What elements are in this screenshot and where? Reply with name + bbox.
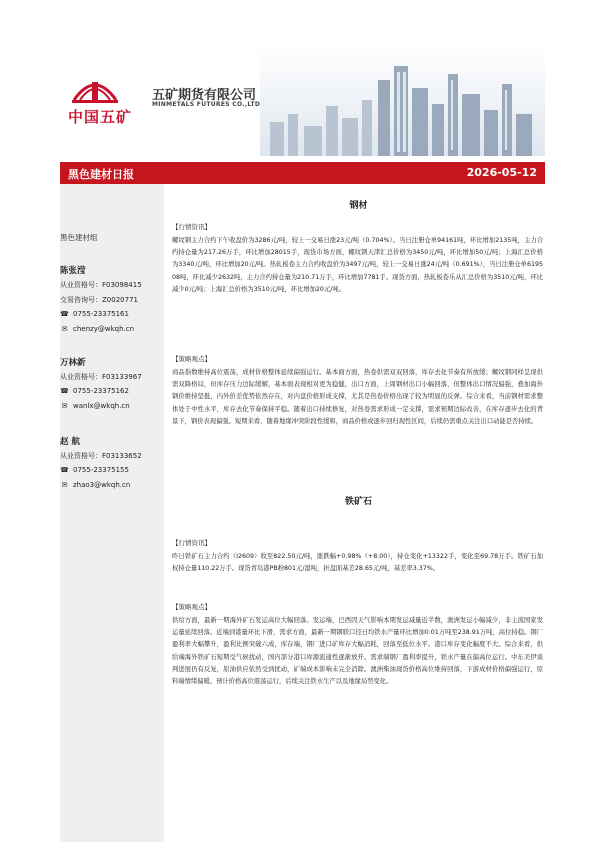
phone-line — [60, 387, 129, 395]
phone-line — [60, 310, 129, 318]
minmetals-logo-icon — [68, 72, 122, 104]
steel-quote-paragraph: 螺纹钢主力合约下午收盘价为3286元/吨，较上一交易日涨23元/吨（0.704%）。当日注册仓单94161吨，环比增加2135吨，主力合约持仓量为217.26万手，环比增加28015手，现货市场方面，螺纹钢天津汇总价格为3450元/吨，环比增加50元/吨；上海汇总价格为3340元/吨，环比增加20元/吨。热轧板卷主力合约收盘价为3497元/吨，较上一交易日涨24元/吨（0.691%），当日注册仓单619508吨，环比减少2632吨，主力合约持仓量为210.71万手，环比增加7781手。现货方面，热轧板卷乐从汇总价格为3510元/吨，环比减少0元/吨；上海汇总价格为3510元/吨，环比增加20元/吨。 — [172, 237, 543, 293]
report-banner — [60, 162, 545, 184]
envelope-icon: ✉ — [61, 481, 68, 489]
phone-icon: ☎ — [60, 310, 69, 318]
report-date: 2026-05-12 — [466, 166, 537, 179]
envelope-icon: ✉ — [61, 402, 68, 410]
steel-strategy-paragraph: 商品指数维持高位震荡，成材价格整体延续偏强运行。基本面方面，热卷供需双双回落，库存去化节奏有所放缓；螺纹钢同样呈现供需双降格局，但库存压力边际缓解，基本面表现相对更为稳健，出口方面，上周钢材出口小幅回落，但整体出口情况偏强，叠加海外钢价维持坚挺，内外价差优势依然存在，对内盘价格形成支撑，尤其是热卷价格出现了较为明显的反弹。综合来看，当前钢材需求整体处于中性水平，库存去化节奏保持平稳。随着出口持续修复，对热卷需求形成一定支撑，需求预期边际改善，在库存逐步去化的背景下，钢价表现偏强。短期来看，随着地缘冲突阶段性缓和，商品价格或逐步回归现性区间，后续仍需重点关注出口动能是否持续。 — [172, 369, 543, 425]
qualification-number: 从业资格号：F03098415 — [60, 281, 142, 289]
email-line[interactable] — [60, 325, 134, 333]
email-address[interactable]: chenzy@wkqh.cn — [73, 325, 135, 333]
email-address[interactable]: zhao3@wkqh.cn — [73, 481, 131, 489]
quote-tag: 【行情资讯】 — [172, 223, 211, 231]
qualification-number: 从业资格号：F03133967 — [60, 373, 142, 381]
qualification-number: 从业资格号：F03133652 — [60, 452, 142, 460]
email-line[interactable] — [60, 402, 130, 410]
strategy-tag: 【策略观点】 — [172, 355, 211, 363]
consulting-number: 交易咨询号：Z0020771 — [60, 296, 138, 304]
email-address[interactable]: wanlx@wkqh.cn — [73, 402, 130, 410]
company-name-en: MINMETALS FUTURES CO.,LTD — [152, 101, 261, 108]
iron-quote-paragraph: 昨日铁矿石主力合约（I2609）收至822.50元/吨，涨跌幅+0.98%（+8.00），持仓变化+13322手，变化至69.78万手。铁矿石加权持仓量110.22万手。现货青岛港PB粉801元/湿吨，折盘面基差28.65元/吨，基差率3.37%。 — [172, 553, 543, 573]
company-name: 五矿期货有限公司 — [152, 88, 257, 103]
report-header — [60, 44, 545, 156]
email-line[interactable] — [60, 481, 130, 489]
section-title-iron-ore: 铁矿石 — [344, 497, 372, 507]
phone-number: 0755-23375162 — [73, 387, 129, 395]
phone-icon: ☎ — [60, 387, 69, 395]
logo-text: 中国五矿 — [68, 108, 133, 126]
quote-tag: 【行情资讯】 — [172, 539, 211, 547]
analyst-name: 万林新 — [60, 358, 86, 368]
team-name: 黑色建材组 — [60, 233, 98, 242]
sidebar — [60, 184, 164, 842]
city-skyline-image — [260, 44, 545, 156]
analyst-name: 赵 航 — [60, 437, 80, 447]
phone-number: 0755-23375155 — [73, 466, 129, 474]
phone-number: 0755-23375161 — [73, 310, 129, 318]
phone-icon: ☎ — [60, 466, 69, 474]
section-title-steel: 钢材 — [349, 201, 368, 211]
phone-line — [60, 466, 129, 474]
report-title: 黑色建材日报 — [68, 168, 134, 181]
envelope-icon: ✉ — [61, 325, 68, 333]
strategy-tag: 【策略观点】 — [172, 603, 211, 611]
analyst-name: 陈张滢 — [60, 266, 86, 276]
iron-strategy-paragraph: 供给方面，最新一期海外矿石发运高位大幅回落。发运端，巴西因天气影响本期发运减量近半数，澳洲发运小幅减少，非主流国家发运量延续回落。近端到港量环比下滑，需求方面，最新一期钢联口径日均铁水产量环比增加0.01万吨至238.91万吨，高位持稳。钢厂盈利率大幅攀升，盈利比例突破六成，库存端，钢厂进口矿库存大幅消耗，回落至低位水平。港口库存变化幅度不大。综合来看，供给端海外铁矿石短期受气候扰动，国内部分港口库源流通性逐渐放开。需求端钢厂盈利率提升，铁水产量在偏高位运行。中东美伊谈判进展仍有反复，原油供应依然受到扰动，矿端成本影响未完全消除。澳洲柴油现货价格高位维持回落，下游成材价格偏强运行，原料端情绪偏暖。预计价格高位震荡运行，后续关注铁水生产以及地缘局势变化。 — [172, 617, 543, 686]
